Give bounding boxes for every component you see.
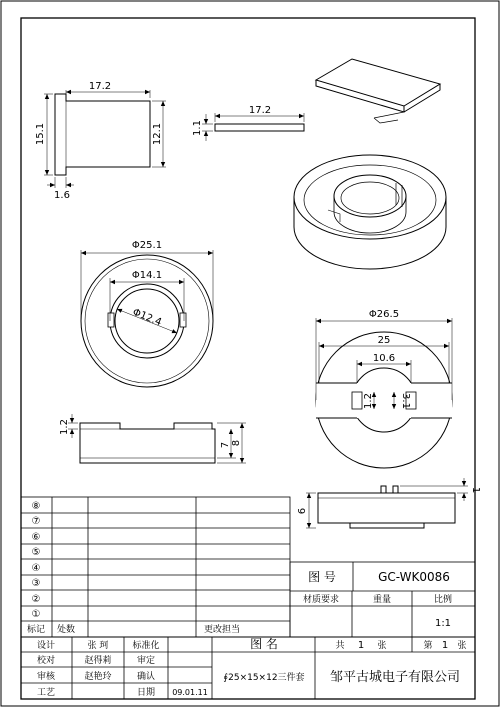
dim-base-outer: Φ26.5 [368, 309, 400, 320]
revision-row-mark: ⑦ [31, 516, 41, 527]
approve-label: 审定 [136, 656, 156, 666]
revision-row-mark: ③ [31, 578, 41, 589]
dim-ring-outer: Φ25.1 [131, 240, 163, 251]
dim-base-slot: 10.6 [372, 353, 396, 364]
revision-markers [32, 501, 41, 620]
dim-base-pin-top: 1 [470, 486, 481, 494]
dim-ring-bore: Φ12.4 [130, 306, 163, 329]
revision-row-mark: ④ [31, 563, 41, 574]
dim-strip-thickness: 1.1 [192, 120, 203, 136]
material-label: 材质要求 [302, 595, 340, 605]
base-side-view [306, 478, 468, 528]
dim-base-height: 6 [297, 507, 308, 515]
revision-row-mark: ② [31, 594, 41, 605]
dim-base-pin-w: 1.2 [363, 393, 374, 409]
revision-header-change: 更改担当 [203, 625, 241, 635]
dim-base-width: 25 [377, 335, 391, 346]
drawing-number-label: 图 号 [308, 570, 336, 584]
designer-name: 张 珂 [87, 641, 109, 651]
total-sheets-prefix: 共 [335, 641, 345, 651]
sheet-number-unit: 张 [457, 641, 467, 651]
part-name: ∮25×15×12三件套 [223, 673, 305, 683]
confirm-label: 确认 [136, 672, 156, 682]
sheet-number-prefix: 第 [423, 641, 433, 651]
total-sheets: 1 [357, 640, 365, 651]
strip-view [202, 113, 304, 141]
company-name: 邹平古城电子有限公司 [329, 670, 461, 685]
scale-label: 比例 [433, 595, 453, 605]
date-label: 日期 [136, 688, 156, 698]
scale-value: 1:1 [434, 618, 452, 629]
dim-plate-inner-height: 12.1 [152, 122, 163, 146]
check-label: 校对 [36, 656, 56, 666]
total-sheets-unit: 张 [377, 641, 387, 651]
dim-plate-length: 17.2 [88, 81, 112, 92]
reviewer-name: 赵艳玲 [84, 672, 112, 682]
isometric-ring [294, 155, 446, 269]
isometric-plate [316, 59, 440, 123]
inner-frame [21, 18, 475, 699]
revision-row-mark: ⑤ [31, 547, 41, 558]
sheet-number: 1 [441, 640, 449, 651]
review-label: 审核 [36, 672, 56, 682]
ring-side-view [68, 414, 246, 463]
dim-plate-height: 15.1 [35, 122, 46, 146]
dim-ring-h7: 7 [220, 441, 231, 449]
revision-table [21, 497, 290, 637]
revision-header-mark: 标记 [26, 625, 46, 635]
drawing-name-label: 图 名 [250, 637, 278, 651]
standardization-label: 标准化 [132, 641, 160, 651]
plate-side-view [44, 90, 166, 188]
revision-header-count: 处数 [56, 625, 76, 635]
revision-row-mark: ① [31, 609, 41, 620]
dim-plate-tab: 1.6 [54, 190, 70, 201]
drawing-number: GC-WK0086 [378, 570, 450, 584]
dim-ring-h8: 8 [231, 439, 242, 447]
design-label: 设计 [36, 641, 56, 651]
date-value: 09.01.11 [172, 688, 208, 697]
revision-row-mark: ⑧ [31, 501, 41, 512]
revision-row-mark: ⑥ [31, 532, 41, 543]
dim-ring-inner: Φ14.1 [131, 270, 163, 281]
checker-name: 赵得莉 [84, 656, 112, 666]
weight-label: 重量 [372, 595, 392, 605]
dim-strip-length: 17.2 [248, 105, 272, 116]
process-label: 工艺 [36, 688, 56, 698]
dim-base-pin-h: 3.1 [400, 393, 411, 409]
dim-ring-step: 1.2 [59, 419, 70, 435]
